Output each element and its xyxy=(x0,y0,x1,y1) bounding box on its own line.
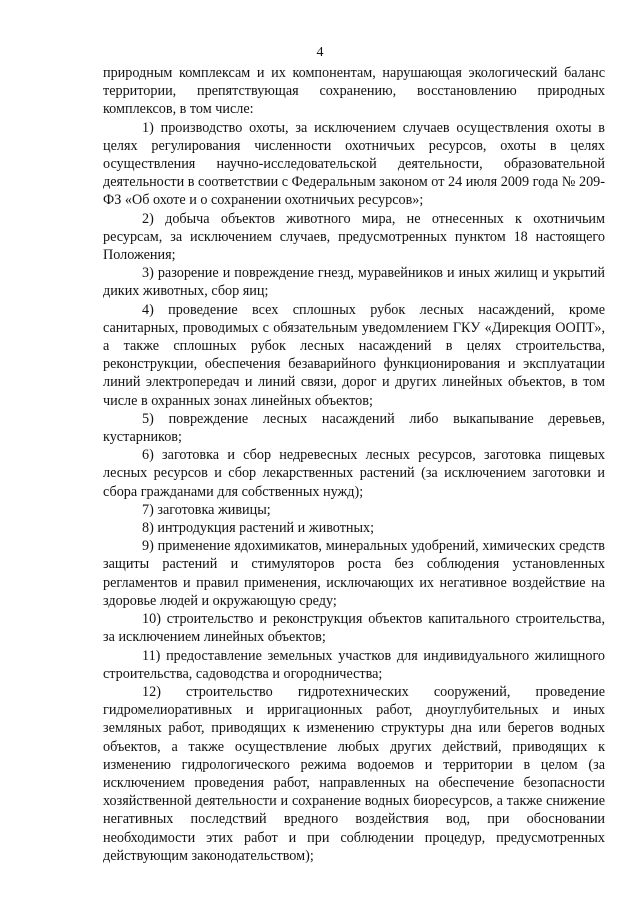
list-item-5: 5) повреждение лесных насаждений либо выкапывание деревьев, кустарников; xyxy=(103,410,605,446)
document-body xyxy=(103,64,605,865)
list-item-7: 7) заготовка живицы; xyxy=(142,501,271,518)
list-item-9: 9) применение ядохимикатов, минеральных удобрений, химических средств защиты растений и стимуляторов роста без соблюдения установленных регламентов и правил применения, исключающих их негативное воздействие на здоровье людей и окружающую среду; xyxy=(103,538,605,609)
list-item-4: 4) проведение всех сплошных рубок лесных насаждений, кроме санитарных, проводимых с обязательным уведомлением ГКУ «Дирекция ООПТ», а также сплошных рубок лесных насаждений в целях строительства, реконструкции, обеспечения безаварийного функционирования и эксплуатации линий электропередач и линий связи, дорог и других линейных объектов, в том числе в охранных зонах линейных объектов; xyxy=(103,301,605,409)
page-number: 4 xyxy=(316,45,324,60)
list-item-8: 8) интродукция растений и животных; xyxy=(142,520,375,537)
list-item-1: 1) производство охоты, за исключением случаев осуществления охоты в целях регулирования численности охотничьих ресурсов, охоты в целях осуществления научно-исследовательской деятельности, образовательной деятельности в соответствии с Федеральным законом от 24 июля 2009 года № 209-ФЗ «Об охоте и о сохранении охотничьих ресурсов»; xyxy=(103,119,605,209)
list-item-2: 2) добыча объектов животного мира, не отнесенных к охотничьим ресурсам, за исключением случаев, предусмотренных пунктом 18 настоящего Положения; xyxy=(103,210,605,264)
list-item-12: 12) строительство гидротехнических сооружений, проведение гидромелиоративных и ирригационных работ, дноуглубительных и иных земляных работ, приводящих к изменению структуры дна или берегов водных объектов, а также осуществление любых других действий, приводящих к изменению гидрологического режима водоемов и территории в целом (за исключением проведения работ, направленных на обеспечение безопасности хозяйственной деятельности и сохранение водных биоресурсов, а также снижение негативных последствий вредного воздействия вод, при обосновании необходимости этих работ и при соблюдении процедур, предусмотренных действующим законодательством); xyxy=(103,683,605,864)
paragraph-intro: природным комплексам и их компонентам, нарушающая экологический баланс территории, препятствующая сохранению, восстановлению природных комплексов, в том числе: xyxy=(103,65,605,118)
list-item-10: 10) строительство и реконструкция объектов капитального строительства, за исключением линейных объектов; xyxy=(103,611,605,646)
list-item-11: 11) предоставление земельных участков для индивидуального жилищного строительства, садоводства и огородничества; xyxy=(103,647,605,682)
list-item-3: 3) разорение и повреждение гнезд, муравейников и иных жилищ и укрытий диких животных, сбор яиц; xyxy=(103,265,605,300)
list-item-6: 6) заготовка и сбор недревесных лесных ресурсов, заготовка пищевых лесных ресурсов и сбор лекарственных растений (за исключением заготовки и сбора гражданами для собственных нужд); xyxy=(103,447,605,500)
